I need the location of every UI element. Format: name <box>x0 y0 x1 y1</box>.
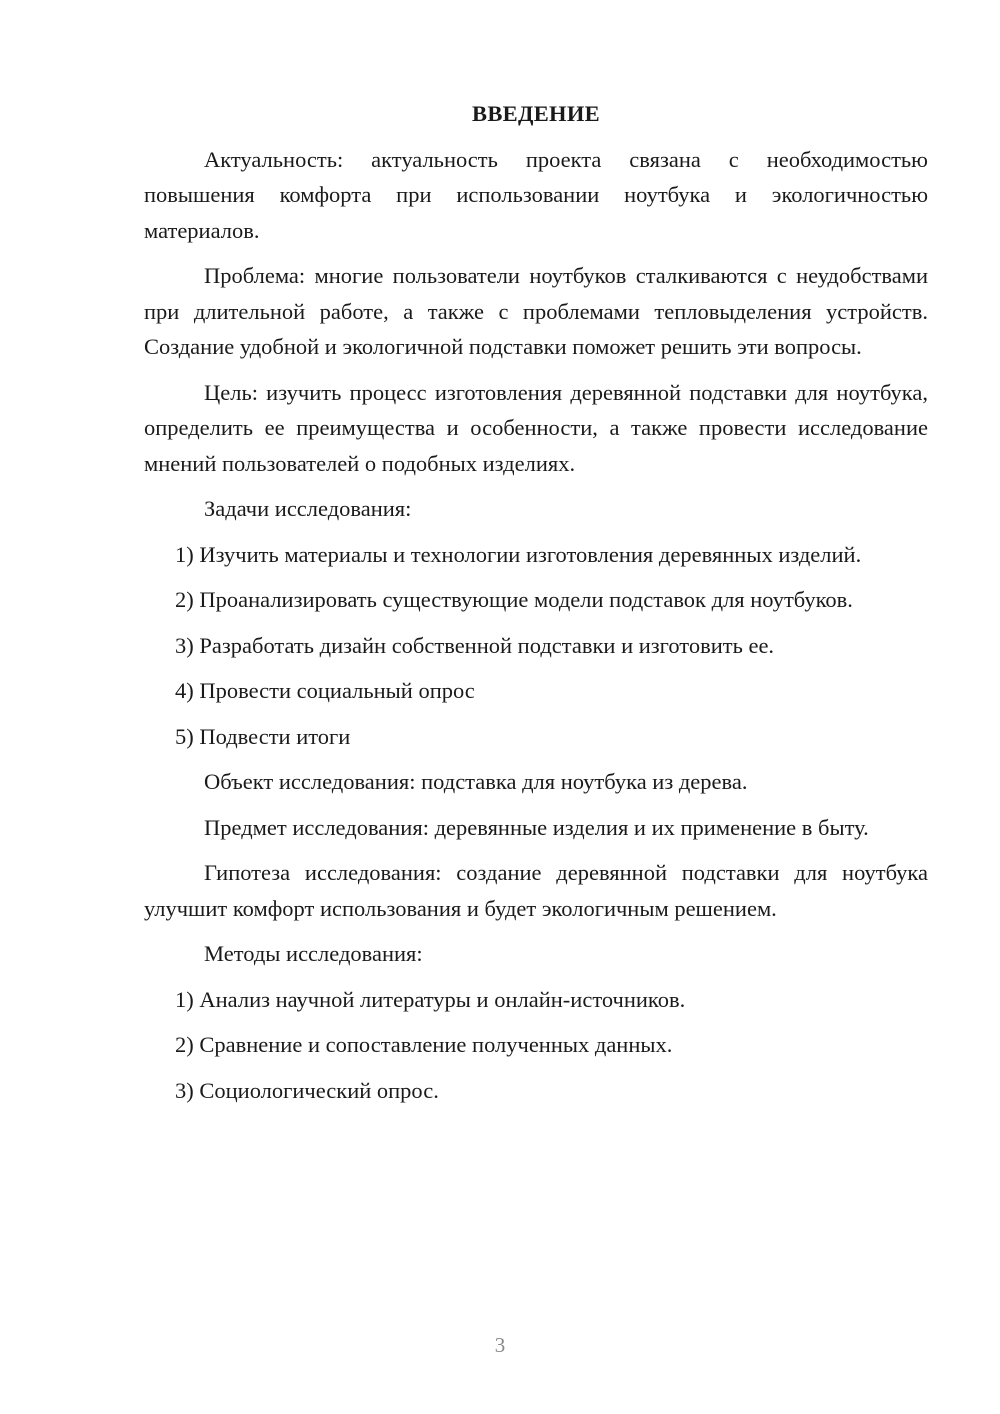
method-item: 3) Социологический опрос. <box>175 1077 439 1103</box>
task-item: 2) Проанализировать существующие модели подставок для ноутбуков. <box>175 587 853 612</box>
methods-heading: Методы исследования: <box>204 941 423 966</box>
object-paragraph: Объект исследования: подставка для ноутбука из дерева. <box>204 769 748 794</box>
method-item: 2) Сравнение и сопоставление полученных данных. <box>175 1032 673 1057</box>
task-item: 5) Подвести итоги <box>175 723 351 749</box>
task-item: 3) Разработать дизайн собственной подставки и изготовить ее. <box>175 632 775 658</box>
task-item: 1) Изучить материалы и технологии изготовления деревянных изделий. <box>175 541 862 567</box>
tasks-heading: Задачи исследования: <box>204 496 412 521</box>
goal-paragraph: Цель: изучить процесс изготовления деревянной подставки для ноутбука, определить ее преимущества и особенности, а также провести исследование мнений пользователей о подобных изделиях. <box>144 379 928 476</box>
task-item: 4) Провести социальный опрос <box>175 678 475 703</box>
page-content <box>144 96 928 1118</box>
hypothesis-paragraph: Гипотеза исследования: создание деревянной подставки для ноутбука улучшит комфорт использования и будет экологичным решением. <box>144 860 928 921</box>
method-item: 1) Анализ научной литературы и онлайн-источников. <box>175 986 686 1012</box>
problem-paragraph: Проблема: многие пользователи ноутбуков сталкиваются с неудобствами при длительной работе, а также с проблемами тепловыделения устройств. Создание удобной и экологичной подставки поможет решить эти вопросы. <box>144 263 928 359</box>
page-number: 3 <box>494 1333 506 1357</box>
relevance-paragraph: Актуальность: актуальность проекта связана с необходимостью повышения комфорта при использовании ноутбука и экологичностью материалов. <box>144 146 928 243</box>
section-title: ВВЕДЕНИЕ <box>472 101 600 126</box>
subject-paragraph: Предмет исследования: деревянные изделия и их применение в быту. <box>204 814 869 840</box>
